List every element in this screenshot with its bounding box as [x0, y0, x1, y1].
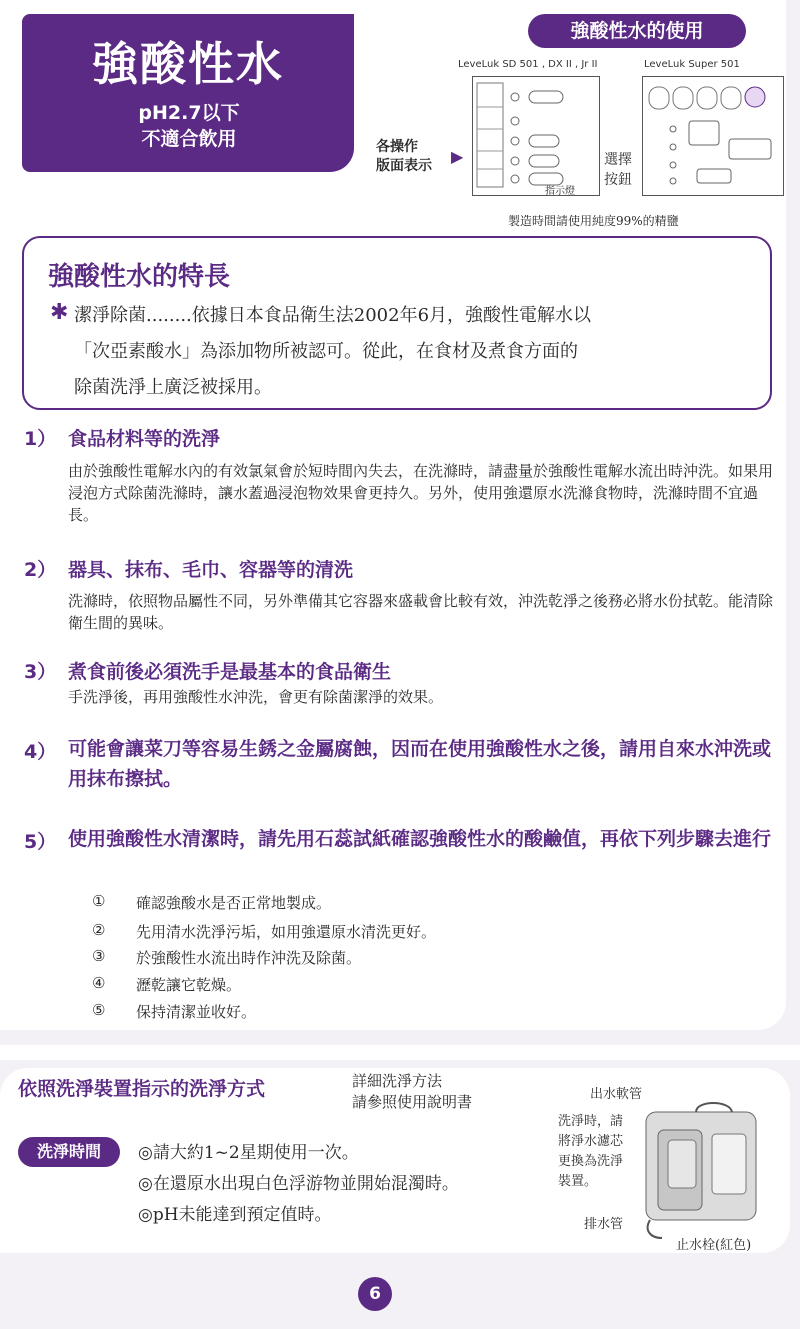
section-body: 洗滌時，依照物品屬性不同，另外準備其它容器來盛載會比較有效，沖洗乾淨之後務必將水份拭乾。能清除衛生間的異味。	[68, 592, 774, 632]
feature-text	[74, 298, 754, 406]
step-mark: ①	[92, 892, 106, 910]
wash-time-list	[138, 1138, 459, 1231]
section-number: 2）	[24, 559, 57, 581]
operation-panel-label	[376, 138, 432, 176]
step-text: 先用清水洗淨污垢，如用強還原水清洗更好。	[136, 923, 437, 941]
page-number: 6	[358, 1277, 392, 1311]
page-title: 強酸性水	[92, 37, 284, 91]
device-note-line: 裝置。	[558, 1174, 598, 1189]
section-heading: 煮食前後必須洗手是最基本的食品衛生	[68, 661, 392, 683]
select-line1: 選擇	[604, 152, 632, 168]
wash-item: ◎pH未能達到預定值時。	[138, 1205, 332, 1225]
feature-line: 除菌洗淨上廣泛被採用。	[74, 377, 272, 398]
usage-pill: 強酸性水的使用	[528, 14, 746, 48]
step-text: 確認強酸水是否正常地製成。	[136, 894, 332, 912]
step-mark: ⑤	[92, 1001, 106, 1019]
feature-title: 強酸性水的特長	[48, 262, 231, 292]
step-text: 於強酸性水流出時作沖洗及除菌。	[136, 949, 362, 967]
step-mark: ②	[92, 921, 106, 939]
arrow-right-icon: ▶	[451, 147, 464, 166]
drain-pipe-label: 排水管	[584, 1217, 624, 1232]
wash-reference	[352, 1071, 472, 1113]
section-heading: 可能會讓菜刀等容易生銹之金屬腐蝕，因而在使用強酸性水之後，請用自來水沖洗或用抹布擦拭。	[68, 738, 772, 790]
panel-super501-illustration	[642, 76, 784, 196]
not-drinkable: 不適合飲用	[141, 128, 237, 150]
device-note-line: 將淨水濾芯	[558, 1134, 624, 1149]
feature-box	[22, 236, 772, 410]
model-right: LeveLuk Super 501	[644, 59, 740, 70]
wash-ref-line: 請參照使用說明書	[352, 1093, 473, 1111]
model-left: LeveLuk SD 501 , DX II , Jr II	[458, 59, 598, 70]
outlet-hose-label: 出水軟管	[590, 1087, 643, 1102]
ph-value: pH2.7以下	[138, 102, 240, 124]
ph-warning	[94, 100, 284, 152]
device-note	[558, 1112, 623, 1192]
panel-buttons-icon	[643, 77, 783, 195]
section-heading: 使用強酸性水清潔時，請先用石蕊試紙確認強酸性水的酸鹼值，再依下列步驟去進行	[68, 828, 772, 850]
section-number: 3）	[24, 661, 57, 683]
step-text: 瀝乾讓它乾燥。	[136, 976, 242, 994]
op-label-line1: 各操作	[376, 139, 418, 155]
wash-title: 依照洗淨裝置指示的洗淨方式	[18, 1078, 266, 1100]
water-ionizer-device-icon	[640, 1100, 780, 1240]
indicator-lamp-label: 指示燈	[545, 186, 575, 197]
feature-line: 潔淨除菌........依據日本食品衛生法2002年6月，強酸性電解水以	[74, 305, 592, 326]
panel-sd501-illustration	[472, 76, 600, 196]
step-mark: ③	[92, 947, 106, 965]
select-line2: 按鈕	[604, 172, 632, 188]
device-note-line: 洗淨時，請	[558, 1114, 624, 1129]
salt-note: 製造時間請使用純度99%的精鹽	[508, 214, 679, 228]
select-button-label	[604, 150, 632, 190]
op-label-line2: 版面表示	[376, 158, 432, 174]
device-note-line: 更換為洗淨	[558, 1154, 624, 1169]
section-number: 1）	[24, 428, 57, 450]
wash-ref-line: 詳細洗淨方法	[352, 1072, 443, 1090]
step-mark: ④	[92, 974, 106, 992]
feature-line: 「次亞素酸水」為添加物所被認可。從此，在食材及煮食方面的	[74, 341, 578, 362]
title-box	[22, 14, 354, 172]
section-heading: 食品材料等的洗淨	[68, 428, 221, 450]
wash-item: ◎請大約1~2星期使用一次。	[138, 1143, 359, 1163]
section-number: 4）	[24, 741, 57, 763]
section-body: 手洗淨後，再用強酸性水沖洗，會更有除菌潔淨的效果。	[68, 688, 444, 706]
step-text: 保持清潔並收好。	[136, 1003, 257, 1021]
panel-rows-icon	[473, 77, 599, 195]
wash-item: ◎在還原水出現白色浮游物並開始混濁時。	[138, 1174, 459, 1194]
wash-time-badge: 洗淨時間	[18, 1137, 120, 1167]
section-heading: 器具、抹布、毛巾、容器等的清洗	[68, 559, 354, 581]
section-number: 5）	[24, 831, 57, 853]
section-body: 由於強酸性電解水內的有效氯氣會於短時間內失去，在洗滌時，請盡量於強酸性電解水流出時沖洗。如果用浸泡方式除菌洗滌時，讓水蓋過浸泡物效果會更持久。另外，使用強還原水洗滌食物時，洗滌時間不宜過長。	[68, 462, 774, 524]
asterisk-icon: ✱	[50, 300, 69, 325]
stopper-label: 止水栓(紅色)	[676, 1238, 752, 1253]
